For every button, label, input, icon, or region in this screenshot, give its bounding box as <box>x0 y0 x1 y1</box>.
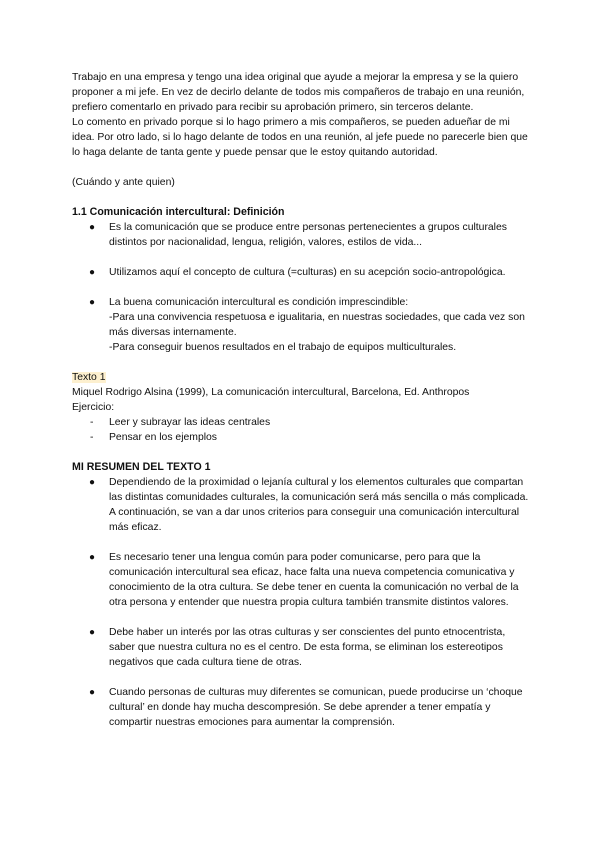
list-item <box>72 295 532 355</box>
section-heading-definicion: 1.1 Comunicación intercultural: Definición <box>72 206 285 218</box>
list-item-text: Pensar en los ejemplos <box>109 432 218 443</box>
list-item-text: Dependiendo de la proximidad o lejanía cultural y los elementos culturales que compartan las distintas comunidades culturales, la comunicación será más sencilla o más complicada. A continuación, se van a dar unos criterios para conseguir una comunicación intercultural más eficaz. <box>109 477 529 533</box>
dash-icon: - <box>90 417 94 428</box>
exercise-label: Ejercicio: <box>72 402 115 413</box>
definition-list <box>72 220 532 355</box>
list-item-subline: -Para una convivencia respetuosa e igualitaria, en nuestras sociedades, que cada vez son más diversas internamente. <box>109 312 525 338</box>
intro-paragraph-2: Lo comento en privado porque si lo hago primero a mis compañeros, se pueden adueñar de mi idea. Por otro lado, si lo hago delante de todos en una reunión, al jefe puede no parecerle bien que lo haga delante de tanta gente y puede pensar que le estoy quitando autoridad. <box>72 117 528 158</box>
list-item <box>72 220 532 250</box>
list-item-subline: -Para conseguir buenos resultados en el trabajo de equipos multiculturales. <box>109 342 457 353</box>
list-item-text: Debe haber un interés por las otras culturas y ser conscientes del punto etnocentrista, saber que nuestra cultura no es el centro. De esta forma, se eliminan los estereotipos negativos que cada cultura tiene de otras. <box>109 627 506 668</box>
intro-paragraph-1: Trabajo en una empresa y tengo una idea original que ayude a mejorar la empresa y se la quiero proponer a mi jefe. En vez de decirlo delante de todos mis compañeros de trabajo en una reunión, prefiero comentarlo en privado para recibir su aprobación primero, sin terceros delante. <box>72 72 525 113</box>
list-item <box>72 685 532 730</box>
document-page <box>72 70 532 730</box>
texto-reference: Miquel Rodrigo Alsina (1999), La comunicación intercultural, Barcelona, Ed. Anthropos <box>72 387 470 398</box>
list-item-text: Utilizamos aquí el concepto de cultura (=culturas) en su acepción socio-antropológica. <box>109 267 506 278</box>
list-item-text: Es necesario tener una lengua común para poder comunicarse, pero para que la comunicación intercultural sea eficaz, hace falta una nueva competencia comunicativa y conocimiento de la otra cultura. Se debe tener en cuenta la comunicación no verbal de la otra persona y entender que nuestra propia cultura también transmite distintos valores. <box>109 552 519 608</box>
list-item <box>72 625 532 670</box>
bullet-icon: ● <box>89 222 96 233</box>
list-item <box>72 265 532 280</box>
intro-note: (Cuándo y ante quien) <box>72 177 175 188</box>
list-item-text: Cuando personas de culturas muy diferentes se comunican, puede producirse un ‘choque cultural’ en donde hay mucha descompresión. Se debe aprender a tener empatía y compartir nuestras emociones para aumentar la comprensión. <box>109 687 523 728</box>
bullet-icon: ● <box>89 297 96 308</box>
list-item-text: La buena comunicación intercultural es condición imprescindible: <box>109 297 409 308</box>
list-item-text: Leer y subrayar las ideas centrales <box>109 417 271 428</box>
list-item <box>72 415 532 430</box>
list-item <box>72 430 532 445</box>
dash-icon: - <box>90 432 94 443</box>
bullet-icon: ● <box>89 477 96 488</box>
list-item <box>72 475 532 535</box>
bullet-icon: ● <box>89 552 96 563</box>
section-heading-resumen: MI RESUMEN DEL TEXTO 1 <box>72 461 211 473</box>
bullet-icon: ● <box>89 627 96 638</box>
task-list <box>72 415 532 445</box>
bullet-icon: ● <box>89 267 96 278</box>
summary-list <box>72 475 532 730</box>
bullet-icon: ● <box>89 687 96 698</box>
list-item <box>72 550 532 610</box>
texto-label: Texto 1 <box>72 372 106 383</box>
list-item-text: Es la comunicación que se produce entre personas pertenecientes a grupos culturales distintos por nacionalidad, lengua, religión, valores, estilos de vida... <box>109 222 507 248</box>
